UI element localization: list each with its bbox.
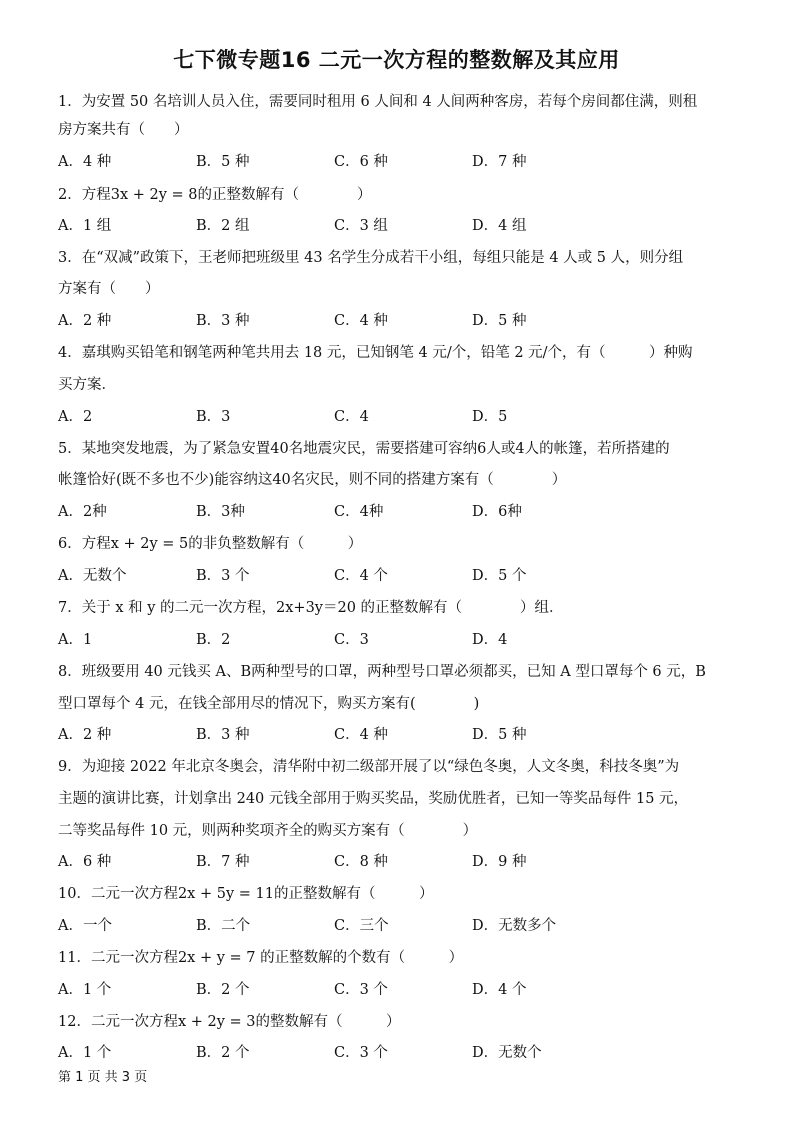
- option-c: C．4 种: [334, 727, 388, 743]
- option-d: D．5 种: [472, 727, 527, 743]
- option-c: C．3 个: [334, 982, 388, 998]
- question-6-text: 6．方程x + 2y = 5的非负整数解有（ ）: [58, 536, 363, 552]
- option-a: A．1 组: [58, 218, 112, 234]
- option-c: C．6 种: [334, 154, 388, 170]
- option-a: A．2 种: [58, 727, 112, 743]
- option-b: B．3 种: [196, 313, 250, 329]
- option-b: B．7 种: [196, 854, 250, 870]
- question-9-options: [58, 852, 748, 872]
- question-10-options: [58, 916, 748, 936]
- question-4-text: 买方案．: [58, 377, 116, 393]
- question-8-text: 8．班级要用 40 元钱买 A、B两种型号的口罩，两种型号口罩必须都买，已知 A 型口罩每个 6 元，B: [58, 664, 706, 680]
- option-b: B．3 个: [196, 568, 250, 584]
- option-d: D．4 组: [472, 218, 527, 234]
- question-4-text: 4．嘉琪购买铅笔和钢笔两种笔共用去 18 元，已知钢笔 4 元/个，铅笔 2 元/个，有（ ）种购: [58, 345, 693, 361]
- option-c: C．4 个: [334, 568, 388, 584]
- option-a: A．4 种: [58, 154, 112, 170]
- option-d: D．4 个: [472, 982, 527, 998]
- question-1-text: 房方案共有（ ）: [58, 122, 189, 138]
- question-3-options: [58, 311, 748, 331]
- option-a: A．无数个: [58, 568, 127, 584]
- question-9-text: 二等奖品每件 10 元，则两种奖项齐全的购买方案有（ ）: [58, 823, 478, 839]
- question-3-text: 方案有（ ）: [58, 281, 160, 297]
- option-b: B．3 种: [196, 727, 250, 743]
- option-a: A．一个: [58, 918, 112, 934]
- question-5-options: [58, 502, 748, 522]
- option-c: C．3 个: [334, 1045, 388, 1061]
- option-c: C．8 种: [334, 854, 388, 870]
- question-8-text: 型口罩每个 4 元，在钱全部用尽的情况下，购买方案有( ): [58, 696, 480, 712]
- question-3-text: 3．在“双减”政策下，王老师把班级里 43 名学生分成若干小组，每组只能是 4 人或 5 人，则分组: [58, 250, 684, 266]
- option-a: A．1: [58, 632, 93, 648]
- option-b: B．3: [196, 409, 231, 425]
- question-9-text: 9．为迎接 2022 年北京冬奥会，清华附中初二级部开展了以“绿色冬奥，人文冬奥，科技冬奥”为: [58, 759, 680, 775]
- option-d: D．无数多个: [472, 918, 557, 934]
- option-d: D．无数个: [472, 1045, 542, 1061]
- option-c: C．4: [334, 409, 369, 425]
- option-d: D．6种: [472, 504, 522, 520]
- option-d: D．5 种: [472, 313, 527, 329]
- option-a: A．1 个: [58, 1045, 112, 1061]
- question-9-text: 主题的演讲比赛，计划拿出 240 元钱全部用于购买奖品，奖励优胜者，已知一等奖品每件 15 元，: [58, 791, 689, 807]
- option-b: B．二个: [196, 918, 251, 934]
- question-11-text: 11．二元一次方程2x + y = 7 的正整数解的个数有（ ）: [58, 950, 464, 966]
- question-5-text: 帐篷恰好(既不多也不少)能容纳这40名灾民，则不同的搭建方案有（ ）: [58, 472, 567, 488]
- option-c: C．3 组: [334, 218, 388, 234]
- question-1-text: 1．为安置 50 名培训人员入住，需要同时租用 6 人间和 4 人间两种客房，若每个房间都住满，则租: [58, 94, 698, 110]
- question-2-text: 2．方程3x + 2y = 8的正整数解有（ ）: [58, 187, 372, 203]
- option-a: A．1 个: [58, 982, 112, 998]
- question-12-options: [58, 1043, 748, 1063]
- option-b: B．5 种: [196, 154, 250, 170]
- question-4-options: [58, 407, 748, 427]
- question-7-text: 7．关于 x 和 y 的二元一次方程，2x+3y＝20 的正整数解有（ ）组．: [58, 600, 564, 616]
- question-2-options: [58, 216, 748, 236]
- option-c: C．3: [334, 632, 369, 648]
- option-d: D．9 种: [472, 854, 527, 870]
- option-d: D．5: [472, 409, 508, 425]
- option-c: C．三个: [334, 918, 389, 934]
- option-a: A．2 种: [58, 313, 112, 329]
- question-5-text: 5．某地突发地震，为了紧急安置40名地震灾民，需要搭建可容纳6人或4人的帐篷，若所搭建的: [58, 441, 670, 457]
- question-10-text: 10．二元一次方程2x + 5y = 11的正整数解有（ ）: [58, 886, 434, 902]
- question-12-text: 12．二元一次方程x + 2y = 3的整数解有（ ）: [58, 1014, 401, 1030]
- question-1-options: [58, 152, 748, 172]
- option-d: D．4: [472, 632, 508, 648]
- question-6-options: [58, 566, 748, 586]
- option-b: B．2: [196, 632, 231, 648]
- option-c: C．4 种: [334, 313, 388, 329]
- question-7-options: [58, 630, 748, 650]
- option-c: C．4种: [334, 504, 384, 520]
- option-a: A．6 种: [58, 854, 112, 870]
- page-title: 七下微专题16 二元一次方程的整数解及其应用: [173, 48, 620, 72]
- option-b: B．2 个: [196, 982, 250, 998]
- option-d: D．7 种: [472, 154, 527, 170]
- option-a: A．2: [58, 409, 93, 425]
- option-b: B．3种: [196, 504, 245, 520]
- question-11-options: [58, 980, 748, 1000]
- question-8-options: [58, 725, 748, 745]
- option-b: B．2 个: [196, 1045, 250, 1061]
- option-a: A．2种: [58, 504, 107, 520]
- page-footer: 第 1 页 共 3 页: [58, 1070, 148, 1085]
- option-b: B．2 组: [196, 218, 250, 234]
- option-d: D．5 个: [472, 568, 527, 584]
